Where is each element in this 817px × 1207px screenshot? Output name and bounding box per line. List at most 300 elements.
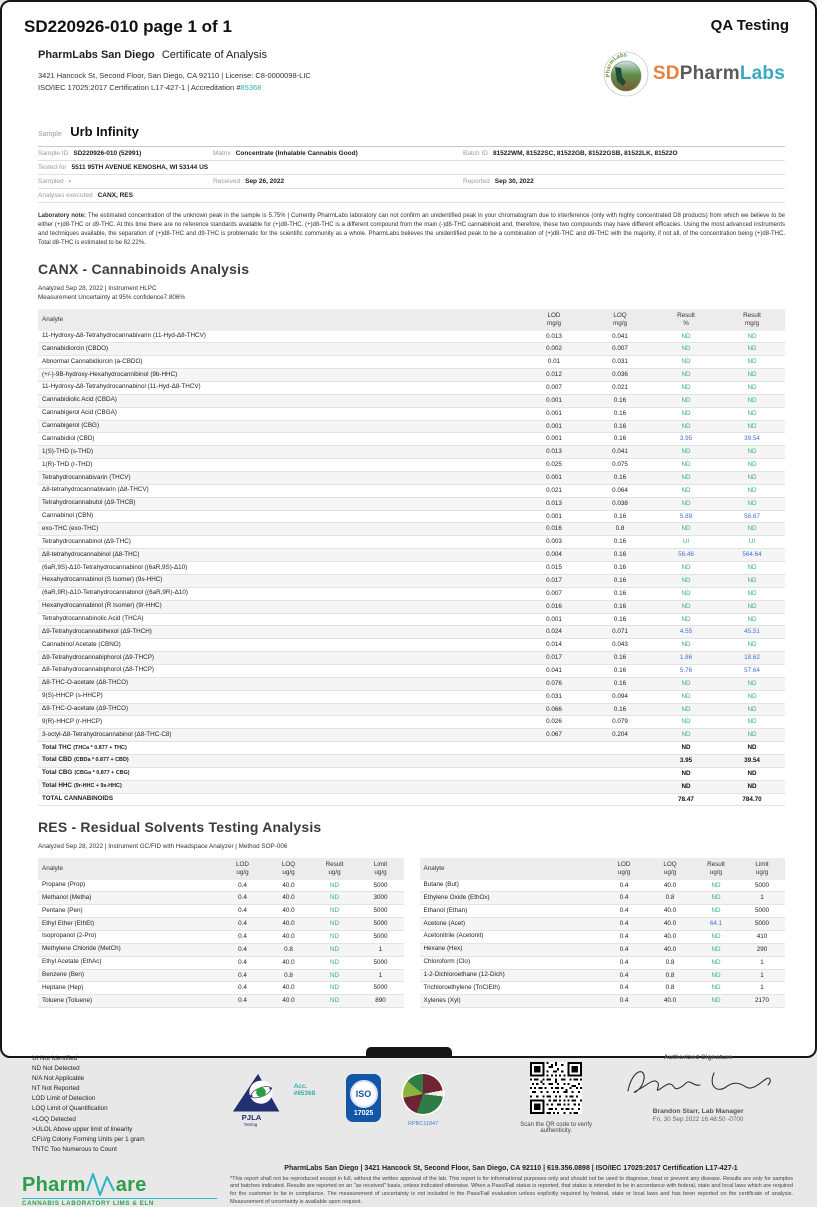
table-row: [420, 880, 786, 893]
loq-cell: 0.8: [284, 945, 293, 953]
lod-cell: 0.4: [619, 997, 629, 1005]
canx-meta: [38, 284, 779, 303]
loq-cell: 40.0: [282, 894, 295, 902]
analyte-cell: Δ8-tetrahydrocannabinol (Δ8-THC): [42, 550, 140, 558]
lod-cell: 0.4: [619, 971, 629, 979]
legend-item: ND Not Detected: [32, 1065, 80, 1073]
matrix-value: Concentrate (Inhalable Cannabis Good): [235, 150, 358, 157]
tested-for-value: 5511 95TH AVENUE KENOSHA, WI 53144 US: [71, 164, 209, 171]
loq-cell: 0.16: [613, 409, 627, 417]
table-row: [38, 433, 785, 446]
result-cell: ND: [711, 984, 721, 992]
result-mg-cell: ND: [747, 641, 757, 649]
table-row: [38, 523, 785, 536]
table-row: [38, 601, 785, 614]
analyte-cell: Cannabigerol (CBG): [42, 422, 100, 430]
pharmware-tagline: CANNABIS LABORATORY LIMS & ELN: [22, 1198, 217, 1207]
result-percent-cell: ND: [681, 564, 691, 572]
table-row: [38, 729, 785, 742]
lod-cell: 0.016: [546, 525, 562, 533]
res-right-rows: [420, 880, 786, 1009]
limit-cell: 1: [378, 945, 383, 953]
reported-value: Sep 30, 2022: [494, 178, 534, 185]
analyte-cell: Pentane (Pen): [42, 906, 83, 914]
result-percent-cell: 4.55: [679, 628, 693, 636]
column-header: LOD mg/g: [547, 311, 561, 327]
analyte-cell: Δ8-tetrahydrocannabivarin (Δ8-THCV): [42, 486, 149, 494]
result-cell: ND: [329, 894, 340, 902]
iso-17025-badge: [346, 1074, 381, 1122]
loq-cell: 40.0: [282, 881, 295, 889]
analyte-cell: 1(S)-THD (s-THD): [42, 447, 94, 455]
result-percent-cell: ND: [681, 744, 691, 752]
analyte-cell: (6aR,9R)-Δ10-Tetrahydrocannabinol ((6aR,9R)-Δ10): [42, 589, 188, 597]
lod-cell: 0.076: [546, 679, 562, 687]
legend-item: <LOQ Detected: [32, 1115, 76, 1123]
loq-cell: 0.8: [665, 971, 675, 979]
analyte-cell: Total CBG (CBGa * 0.877 + CBG): [42, 769, 130, 777]
canx-table-rows: [38, 331, 785, 807]
result-cell: ND: [329, 907, 340, 915]
sampled-label: Sampled: [38, 178, 64, 185]
analyte-cell: 11-Hydroxy-Δ8-Tetrahydrocannabinol (11-Hyd-Δ8-THCV): [42, 383, 201, 391]
result-mg-cell: ND: [747, 461, 757, 469]
analyte-cell: Acetone (Acet): [423, 919, 466, 927]
loq-cell: 0.16: [613, 538, 627, 546]
received-value: Sep 26, 2022: [245, 178, 285, 185]
table-row: [38, 421, 785, 434]
result-percent-cell: 3.95: [679, 756, 693, 764]
loq-cell: 0.8: [615, 525, 625, 533]
info-row: [38, 147, 785, 161]
loq-cell: 40.0: [663, 881, 677, 889]
analyte-cell: Tetrahydrocannabinol (Δ9-THC): [42, 537, 131, 545]
result-percent-cell: UI: [682, 538, 690, 546]
analyte-cell: 3-octyl-Δ8-Tetrahydrocannabinol (Δ8-THC-C8): [42, 730, 172, 738]
column-header: Result ug/g: [325, 860, 344, 876]
loq-cell: 0.038: [612, 499, 628, 507]
analyte-cell: Toluene (Toluene): [42, 996, 93, 1004]
analyte-cell: Hexahydrocannabinol (R Isomer) (9r-HHC): [42, 602, 162, 610]
lod-cell: 0.067: [546, 731, 562, 739]
laboratory-note-text: The estimated concentration of the unknown peak in the sample is 5.75% | Currently PharmLabs laboratory can not confirm an unidentified peak in your chromatogram due to interference (only with highly concentrated D8 products) from which we believe to be either (+)d8-THC or d9-THC. At this time there are no reference standards available for (+)d8-THC. (+)d8-THC is a different compound from the main (-)d8-THC cannabinoid and, therefore, these two compounds may have different efficacies. Using the most advanced instruments and techniques available, the separation of (+)d8-THC and d9-THC is problematic for the scientific community as a whole. PharmLabs believes the unidentified peak to be a combination of (+)d8-THC and d9-THC with the majority, if not all, of the concentration being (+)d8-THC. Total d8-THC is estimated to be 62.22%.: [38, 213, 785, 246]
result-percent-cell: ND: [681, 731, 691, 739]
result-percent-cell: ND: [681, 461, 691, 469]
analyte-cell: Δ8-THC-O-acetate (Δ8-THCO): [42, 679, 129, 687]
lod-cell: 0.014: [546, 641, 562, 649]
lod-cell: 0.4: [238, 920, 247, 928]
result-mg-cell: 45.51: [744, 628, 760, 636]
analyte-cell: Methylene Chloride (MetCh): [42, 945, 121, 953]
analyte-cell: Cannabidiorcin (CBDO): [42, 344, 109, 352]
loq-cell: 0.16: [613, 666, 627, 674]
sd-pharmlabs-logo: [603, 51, 785, 97]
result-percent-cell: 56.46: [678, 551, 694, 559]
result-percent-cell: 78.47: [678, 795, 694, 803]
limit-cell: 1: [760, 894, 764, 902]
analyte-cell: Tetrahydrocannabutol (Δ9-THCB): [42, 499, 136, 507]
table-row: [38, 742, 785, 755]
loq-cell: 0.16: [613, 705, 627, 713]
lod-cell: 0.024: [546, 628, 562, 636]
table-row: [38, 331, 785, 344]
result-mg-cell: 784.70: [742, 795, 762, 803]
column-header: LOQ ug/g: [663, 860, 677, 876]
lod-cell: 0.007: [546, 589, 562, 597]
column-header: Limit ug/g: [373, 860, 388, 876]
loq-cell: 0.16: [613, 422, 627, 430]
laboratory-note-label: Laboratory note:: [38, 213, 86, 219]
limit-cell: 1: [760, 984, 764, 992]
column-header: LOQ ug/g: [281, 860, 296, 876]
document-type: Certificate of Analysis: [161, 49, 267, 61]
table-row: [38, 472, 785, 485]
sample-info-table: [38, 146, 785, 203]
result-mg-cell: 58.87: [744, 512, 760, 520]
table-row: [38, 982, 404, 995]
column-header-analyte: Analyte: [42, 865, 64, 873]
table-row: [38, 511, 785, 524]
lod-cell: 0.017: [546, 654, 562, 662]
table-row: [420, 905, 786, 918]
reported-label: Reported: [463, 178, 490, 185]
lod-cell: 0.4: [238, 894, 247, 902]
table-row: [38, 957, 404, 970]
matrix-label: Matrix: [213, 150, 231, 157]
loq-cell: 0.16: [613, 474, 627, 482]
limit-cell: 5000: [373, 958, 388, 966]
result-cell: ND: [711, 894, 721, 902]
lab-name: PharmLabs San Diego: [38, 49, 155, 61]
iso-badge-text: ISO: [350, 1080, 378, 1108]
accreditation-badges: [229, 1062, 608, 1134]
result-mg-cell: ND: [747, 448, 757, 456]
result-cell: ND: [711, 958, 721, 966]
table-row: [38, 382, 785, 395]
column-header: Limit ug/g: [755, 860, 769, 876]
result-cell: ND: [329, 984, 340, 992]
lod-cell: 0.013: [546, 332, 562, 340]
loq-cell: 40.0: [663, 907, 677, 915]
result-percent-cell: 1.86: [679, 654, 693, 662]
loq-cell: 0.16: [613, 396, 627, 404]
signature-icon: [618, 1061, 778, 1101]
legend-item: LOD Limit of Detection: [32, 1095, 96, 1103]
result-percent-cell: ND: [681, 499, 691, 507]
lod-cell: 0.001: [546, 422, 562, 430]
lod-cell: 0.4: [619, 958, 629, 966]
legend-item: LOQ Limit of Quantification: [32, 1105, 108, 1113]
result-mg-cell: ND: [747, 782, 757, 790]
analyte-cell: Heptane (Hep): [42, 983, 84, 991]
result-mg-cell: ND: [747, 692, 757, 700]
analyte-cell: Propane (Prop): [42, 881, 86, 889]
table-row: [38, 918, 404, 931]
loq-cell: 0.079: [612, 718, 628, 726]
result-percent-cell: ND: [681, 679, 691, 687]
result-mg-cell: ND: [747, 731, 757, 739]
analyte-cell: Xylenes (Xyl): [423, 996, 461, 1004]
lod-cell: 0.001: [546, 396, 562, 404]
table-row: [420, 957, 786, 970]
table-row: [38, 905, 404, 918]
limit-cell: 2170: [754, 997, 769, 1005]
result-cell: ND: [329, 881, 340, 889]
pharmware-logo: [22, 1171, 217, 1207]
result-cell: ND: [711, 971, 721, 979]
pjla-subtext: Testing: [243, 1122, 257, 1128]
table-row: [38, 691, 785, 704]
lod-cell: 0.4: [238, 971, 247, 979]
result-mg-cell: 18.62: [744, 654, 760, 662]
table-row: [38, 880, 404, 893]
loq-cell: 40.0: [282, 958, 295, 966]
pjla-triangle-icon: [229, 1069, 291, 1127]
result-cell: ND: [329, 997, 340, 1005]
limit-cell: 5000: [373, 932, 388, 940]
lod-cell: 0.026: [546, 718, 562, 726]
qr-caption: Scan the QR code to verify authenticity.: [520, 1122, 592, 1135]
res-analyzed-line: Analyzed Sep 28, 2022 | Instrument GC/FID with Headspace Analyzer | Method SOP-006: [38, 843, 288, 851]
column-header-analyte: Analyte: [42, 316, 64, 324]
table-row: [420, 918, 786, 931]
loq-cell: 0.094: [612, 692, 628, 700]
analyte-cell: Abnormal Cannabidiorcin (a-CBDO): [42, 357, 143, 365]
loq-cell: 0.036: [612, 371, 628, 379]
lod-cell: 0.003: [546, 538, 562, 546]
loq-cell: 40.0: [282, 932, 295, 940]
limit-cell: 5000: [754, 907, 769, 915]
result-cell: ND: [329, 971, 340, 979]
result-percent-cell: ND: [681, 371, 691, 379]
result-mg-cell: ND: [747, 396, 757, 404]
table-row: [38, 704, 785, 717]
sample-name: Urb Infinity: [70, 124, 139, 139]
analyses-value: CANX, RES: [97, 192, 133, 199]
loq-cell: 0.16: [613, 679, 627, 687]
lod-cell: 0.021: [546, 486, 562, 494]
column-header: Result ug/g: [707, 860, 725, 876]
accreditation-number: 85368: [240, 82, 262, 92]
certification-line: ISO/IEC 17025:2017 Certification L17-427-1 | Accreditation #85368: [38, 82, 262, 92]
loq-cell: 0.16: [613, 654, 627, 662]
lod-cell: 0.001: [546, 512, 562, 520]
result-cell: ND: [329, 920, 340, 928]
table-row: [38, 665, 785, 678]
lod-cell: 0.001: [546, 615, 562, 623]
result-mg-cell: ND: [747, 589, 757, 597]
result-cell: ND: [329, 932, 340, 940]
qa-testing-label: QA Testing: [710, 17, 789, 34]
signature-block: [607, 1054, 789, 1123]
analyte-cell: Ethanol (Ethan): [423, 906, 468, 914]
table-row: [38, 639, 785, 652]
lod-cell: 0.025: [546, 461, 562, 469]
result-mg-cell: 39.54: [744, 756, 760, 764]
table-row: [38, 768, 785, 781]
table-row: [38, 970, 404, 983]
column-header: LOD ug/g: [617, 860, 631, 876]
loq-cell: 0.007: [612, 345, 628, 353]
table-row: [38, 588, 785, 601]
canx-analyzed-line: Analyzed Sep 28, 2022 | Instrument HLPC: [38, 285, 157, 292]
result-percent-cell: ND: [681, 409, 691, 417]
analyses-label: Analyses executed: [38, 192, 93, 199]
loq-cell: 0.16: [613, 589, 627, 597]
result-percent-cell: ND: [681, 615, 691, 623]
result-mg-cell: ND: [747, 345, 757, 353]
lod-cell: 0.4: [619, 881, 629, 889]
abbreviation-legend: [32, 1054, 229, 1155]
logo-wordmark: SDPharmLabs: [652, 63, 785, 84]
table-row: [38, 931, 404, 944]
analyte-cell: Total CBD (CBDa * 0.877 + CBD): [42, 756, 129, 764]
analyte-cell: Total THC (THCa * 0.877 + THC): [42, 743, 127, 751]
analyte-cell: 9(R)-HHCP (r-HHCP): [42, 717, 103, 725]
column-header: LOQ mg/g: [613, 311, 627, 327]
limit-cell: 1: [760, 958, 764, 966]
certification-seal: [399, 1070, 447, 1127]
result-mg-cell: UI: [748, 538, 756, 546]
table-row: [420, 970, 786, 983]
lod-cell: 0.007: [546, 384, 562, 392]
analyte-cell: Δ9-Tetrahydrocannabiphorol (Δ9-THCP): [42, 653, 155, 661]
result-mg-cell: 57.64: [744, 666, 760, 674]
qr-verification: [505, 1062, 607, 1134]
certification-seal-icon: [399, 1070, 447, 1118]
table-row: [38, 892, 404, 905]
column-header: LOD ug/g: [236, 860, 249, 876]
result-percent-cell: ND: [681, 589, 691, 597]
sample-id-label: Sample ID: [38, 150, 69, 157]
loq-cell: 40.0: [282, 907, 295, 915]
analyte-cell: Acetonitrile (Acetonit): [423, 932, 484, 940]
loq-cell: 0.16: [613, 512, 627, 520]
table-row: [38, 562, 785, 575]
result-percent-cell: ND: [681, 782, 691, 790]
loq-cell: 0.204: [612, 731, 628, 739]
sample-id-value: SD220926-010 (52991): [73, 150, 142, 157]
pjla-badge: [229, 1069, 328, 1127]
table-row: [420, 982, 786, 995]
result-mg-cell: 39.54: [744, 435, 760, 443]
table-row: [38, 716, 785, 729]
result-mg-cell: ND: [747, 718, 757, 726]
lod-cell: 0.016: [546, 602, 562, 610]
emblem-arc-text: PharmLabs: [605, 52, 627, 78]
res-left-rows: [38, 880, 404, 1009]
table-row: [38, 485, 785, 498]
analyte-cell: Hexane (Hex): [423, 945, 463, 953]
table-row: [38, 944, 404, 957]
analyte-cell: Cannabinol (CBN): [42, 512, 94, 520]
loq-cell: 0.8: [665, 958, 675, 966]
column-header-analyte: Analyte: [423, 865, 445, 873]
table-row: [38, 369, 785, 382]
table-row: [420, 931, 786, 944]
result-mg-cell: ND: [747, 525, 757, 533]
analyte-cell: Ethyl Acetate (EthAc): [42, 958, 102, 966]
analyte-cell: Total HHC (9r-HHC + 9s-HHC): [42, 782, 122, 790]
footer-top: [32, 1054, 789, 1155]
analyte-cell: 1-2-Dichloroethane (12-Dich): [423, 971, 505, 979]
address-line: 3421 Hancock St, Second Floor, San Diego, CA 92110 | License: C8-0000098-LIC: [38, 71, 311, 80]
lod-cell: 0.013: [546, 499, 562, 507]
analyte-cell: Trichloroethylene (TriClEth): [423, 983, 501, 991]
result-mg-cell: ND: [747, 602, 757, 610]
result-cell: ND: [711, 932, 721, 940]
result-percent-cell: ND: [681, 358, 691, 366]
result-mg-cell: ND: [747, 474, 757, 482]
limit-cell: 290: [756, 945, 768, 953]
canx-table: [38, 309, 785, 807]
iso-badge-number: 17025: [353, 1109, 374, 1117]
loq-cell: 0.043: [612, 641, 628, 649]
signature-date: Fri, 30 Sep 2022 16:48:50 -0700: [652, 1116, 744, 1124]
letterhead: [38, 49, 785, 113]
result-cell: ND: [711, 881, 721, 889]
result-percent-cell: ND: [681, 474, 691, 482]
loq-cell: 0.16: [613, 551, 627, 559]
pjla-text: PJLA: [241, 1113, 261, 1123]
info-row: [38, 161, 785, 175]
table-row: [38, 408, 785, 421]
sample-label: Sample: [38, 131, 62, 138]
analyte-cell: 9(S)-HHCP (s-HHCP): [42, 692, 103, 700]
loq-cell: 40.0: [663, 945, 677, 953]
sample-title: [38, 123, 779, 141]
lod-cell: 0.041: [546, 666, 562, 674]
result-mg-cell: ND: [747, 499, 757, 507]
result-percent-cell: ND: [681, 641, 691, 649]
top-bar: [2, 2, 815, 37]
result-cell: 64.1: [709, 920, 723, 928]
document-reference: SD220926-010 page 1 of 1: [24, 17, 232, 36]
result-mg-cell: ND: [747, 679, 757, 687]
analyte-cell: Δ8-Tetrahydrocannabiphorol (Δ8-THCP): [42, 666, 155, 674]
batch-id-value: 81522WM, 81522SC, 81522GB, 81522GSB, 81522LK, 81522O: [492, 150, 678, 157]
canx-uncertainty-line: Measurement Uncertainty at 95% confidence7.806%: [38, 294, 186, 302]
loq-cell: 0.16: [613, 564, 627, 572]
lod-cell: 0.001: [546, 409, 562, 417]
pharmware-text-pharm: Pharm: [22, 1173, 86, 1196]
result-percent-cell: 3.95: [679, 435, 693, 443]
info-row: [38, 175, 785, 189]
table-row: [38, 536, 785, 549]
analyte-cell: Chloroform (Clo): [423, 958, 471, 966]
footer-contact-line: PharmLabs San Diego | 3421 Hancock St, Second Floor, San Diego, CA 92110 | 619.356.0898 | ISO/IEC 17025:2017 Certification L17-427-1: [284, 1164, 738, 1172]
legend-item: UI Not Identified: [32, 1055, 78, 1063]
loq-cell: 40.0: [663, 997, 677, 1005]
page-edge-tab: [366, 1047, 452, 1056]
lod-cell: 0.066: [546, 705, 562, 713]
loq-cell: 0.16: [613, 435, 627, 443]
result-mg-cell: ND: [747, 358, 757, 366]
loq-cell: 0.075: [612, 461, 628, 469]
lod-cell: 0.4: [238, 997, 247, 1005]
loq-cell: 0.8: [665, 894, 675, 902]
result-mg-cell: ND: [747, 705, 757, 713]
loq-cell: 0.041: [612, 448, 628, 456]
res-tables: [38, 858, 785, 1008]
waveform-icon: [86, 1171, 116, 1197]
lod-cell: 0.012: [546, 371, 562, 379]
legend-item: NT Not Reported: [32, 1085, 80, 1093]
table-row: [420, 892, 786, 905]
report-disclaimer: *This report shall not be reproduced except in full, without the written approval of the lab. This report is for informational purposes only and should not be used to diagnose, treat or prevent any disease. Results are only for samples and batches indicated. Results are reported on an "as received" basis, unless indicated otherwise. When a Pass/Fail status is reported, that status is intended to be in accordance with federal, state and local laws which are required for the customer to be in compliance. The measurement of uncertainty is not included in the Pass/Fail evaluation unless explicitly required by federal, state or local laws and has been reported on the certificate of analysis. Measurement of uncertainty is available upon request.: [230, 1175, 793, 1205]
result-mg-cell: ND: [747, 409, 757, 417]
footer-bottom: [2, 1165, 815, 1207]
